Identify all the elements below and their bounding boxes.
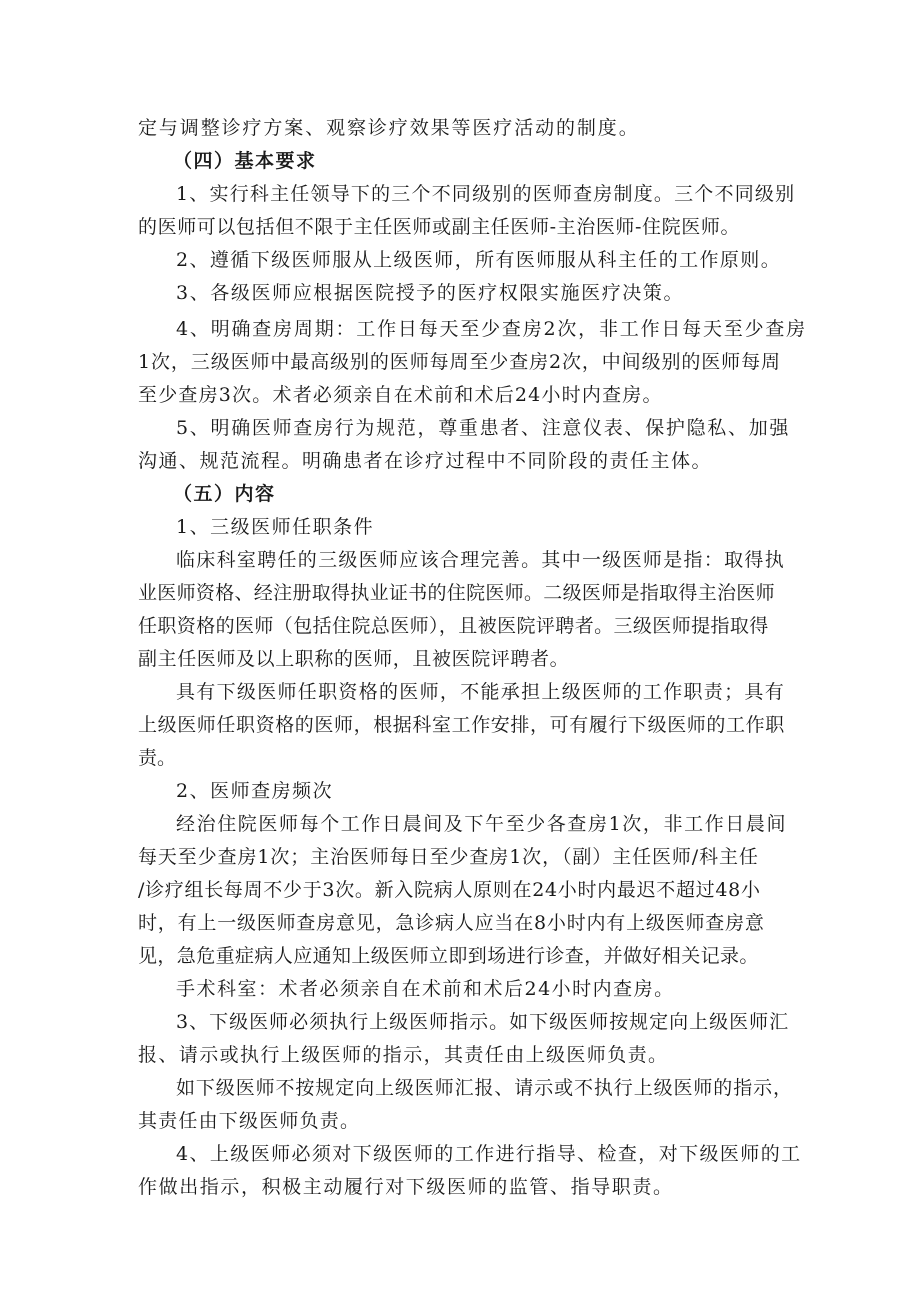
- paragraph-line: 作做出指示，积极主动履行对下级医师的监管、指导职责。: [138, 1176, 674, 1198]
- paragraph-line: 3、下级医师必须执行上级医师指示。如下级医师按规定向上级医师汇: [176, 1011, 790, 1033]
- paragraph-line: 5、明确医师查房行为规范，尊重患者、注意仪表、保护隐私、加强: [176, 417, 791, 439]
- paragraph-line: 沟通、规范流程。明确患者在诊疗过程中不同阶段的责任主体。: [138, 450, 713, 472]
- paragraph-line: 任职资格的医师（包括住院总医师），且被医院评聘者。三级医师提指取得: [138, 615, 769, 637]
- paragraph-line: 其责任由下级医师负责。: [138, 1110, 361, 1132]
- paragraph-line: /诊疗组长每周不少于3次。新入院病人原则在24小时内最迟不超过48小: [138, 879, 761, 901]
- paragraph-line: 报、请示或执行上级医师的指示，其责任由上级医师负责。: [138, 1044, 669, 1066]
- paragraph-line: 经治住院医师每个工作日晨间及下午至少各查房1次，非工作日晨间: [176, 813, 788, 835]
- paragraph-line: 至少查房3次。术者必须亲自在术前和术后24小时内查房。: [138, 384, 663, 406]
- paragraph-line: 1、三级医师任职条件: [176, 516, 375, 538]
- paragraph-line: 2、遵循下级医师服从上级医师，所有医师服从科主任的工作原则。: [176, 249, 782, 271]
- paragraph-line: 业医师资格、经注册取得执业证书的住院医师。二级医师是指取得主治医师: [138, 582, 775, 604]
- paragraph-line: 临床科室聘任的三级医师应该合理完善。其中一级医师是指：取得执: [176, 549, 786, 571]
- paragraph-line: 1、实行科主任领导下的三个不同级别的医师查房制度。三个不同级别: [176, 183, 796, 205]
- paragraph-line: 手术科室：术者必须亲自在术前和术后24小时内查房。: [176, 978, 675, 1000]
- paragraph-line: 4、明确查房周期：工作日每天至少查房2次，非工作日每天至少查房: [176, 318, 807, 340]
- paragraph-line: 4、上级医师必须对下级医师的工作进行指导、检查，对下级医师的工: [176, 1143, 802, 1165]
- paragraph-line: 每天至少查房1次；主治医师每日至少查房1次，（副）主任医师/科主任: [138, 846, 759, 868]
- paragraph-line: 上级医师任职资格的医师，根据科室工作安排，可有履行下级医师的工作职: [138, 714, 785, 736]
- paragraph-line: 具有下级医师任职资格的医师，不能承担上级医师的工作职责；具有: [176, 681, 786, 703]
- paragraph-line: 如下级医师不按规定向上级医师汇报、请示或不执行上级医师的指示，: [176, 1077, 793, 1099]
- section-heading: （四）基本要求: [173, 150, 317, 172]
- paragraph-line: 时，有上一级医师查房意见，急诊病人应当在8小时内有上级医师查房意: [138, 912, 765, 934]
- paragraph-line: 1次，三级医师中最高级别的医师每周至少查房2次，中间级别的医师每周: [138, 351, 781, 373]
- paragraph-line: 的医师可以包括但不限于主任医师或副主任医师-主治医师-住院医师。: [138, 216, 741, 238]
- paragraph-line: 见，急危重症病人应通知上级医师立即到场进行诊查，并做好相关记录。: [138, 945, 759, 967]
- paragraph-line: 3、各级医师应根据医院授予的医疗权限实施医疗决策。: [176, 282, 685, 304]
- paragraph-line: 副主任医师及以上职称的医师，且被医院评聘者。: [138, 648, 570, 670]
- section-heading: （五）内容: [173, 483, 276, 505]
- paragraph-line: 2、医师查房频次: [176, 780, 334, 802]
- paragraph-line: 定与调整诊疗方案、观察诊疗效果等医疗活动的制度。: [138, 117, 640, 139]
- paragraph-line: 责。: [138, 747, 177, 769]
